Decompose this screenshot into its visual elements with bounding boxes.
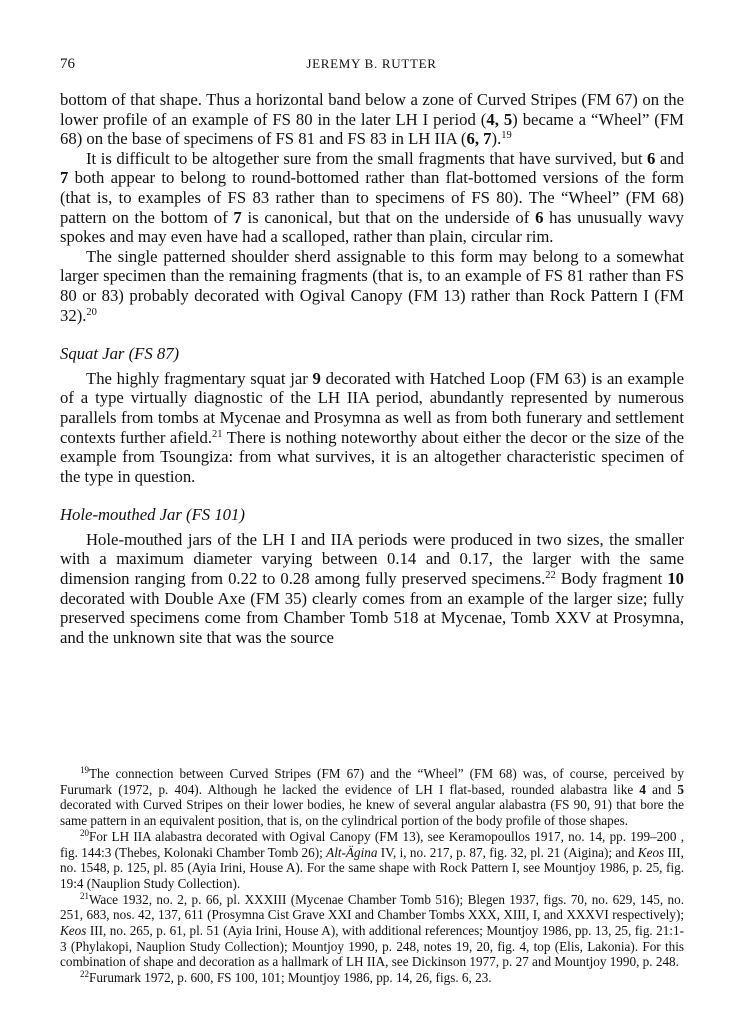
catalog-number: 10	[667, 569, 684, 589]
catalog-number: 4, 5	[486, 109, 513, 129]
text-run: decorated with Double Axe (FM 35) clearly comes from an example of the larger size; fully preserved specimens come from Chamber Tomb 518 at Mycenae, Tomb XXV at Prosymna, and the unknown site that was the source	[60, 588, 684, 647]
text-run: Furumark 1972, p. 600, FS 100, 101; Mountjoy 1986, pp. 14, 26, figs. 6, 23.	[89, 970, 492, 986]
italic-title: Keos	[637, 844, 665, 860]
catalog-number: 4	[639, 781, 646, 797]
running-head: JEREMY B. RUTTER	[306, 56, 437, 71]
text-run: and	[655, 148, 684, 168]
page-header	[60, 56, 683, 76]
text-run: III, no. 1548, p. 125, pl. 85 (Ayia Irini, House A). For the same shape with Rock Pattern I, see Mountjoy 1986, p. 25, fig. 19:4 (Nauplion Study Collection).	[60, 844, 684, 891]
catalog-number: 9	[312, 368, 321, 388]
footnotes	[60, 766, 684, 986]
footnote-number: 22	[80, 969, 89, 980]
italic-title: Alt-Ägina	[326, 844, 378, 860]
footnote-ref: 20	[86, 306, 97, 318]
text-run: Body fragment	[555, 569, 668, 589]
catalog-number: 6, 7	[466, 129, 492, 149]
paragraph	[60, 149, 684, 247]
paragraph	[60, 90, 684, 149]
italic-title: Keos	[60, 923, 87, 939]
footnote-number: 19	[80, 765, 89, 775]
text-run: For LH IIA alabastra decorated with Ogival Canopy (FM 13), see Keramopoullos 1917, no. 14, pp. 199–200 , fig. 144:3 (Thebes, Kolonaki Chamber Tomb 26);	[60, 828, 684, 860]
text-run: There is nothing noteworthy about either the decor or the size of the example from Tsoungiza: from what survives, it is an altogether characteristic specimen of the type in question.	[60, 427, 684, 486]
catalog-number: 6	[535, 207, 544, 227]
catalog-number: 7	[60, 168, 69, 188]
catalog-number: 5	[677, 781, 684, 797]
text-run: III, no. 265, p. 61, pl. 51 (Ayia Irini, House A), with additional references; Mountjoy 1986, pp. 13, 25, fig. 21:1-3 (Phylakopi, Nauplion Study Collection); Mountjoy 1990, p. 248, notes 19, 20, fig. 4, top (Elis, Lakonia). For this combination of shape and decoration as a hallmark of LH IIA, see Dickinson 1977, p. 27 and Mountjoy 1990, p. 248.	[60, 923, 684, 970]
main-text	[60, 90, 684, 647]
footnote-22	[60, 970, 684, 986]
footnote-21	[60, 892, 684, 971]
footnote-number: 21	[80, 890, 89, 901]
footnote-19	[60, 766, 684, 829]
section-heading: Squat Jar (FS 87)	[60, 344, 180, 364]
text-run: decorated with Curved Stripes on their lower bodies, he knew of several angular alabastra (FS 90, 91) that bore the same pattern in an equivalent position, that is, on the cylindrical portion of the body profile of those shapes.	[60, 797, 684, 829]
page-number: 76	[60, 56, 75, 72]
text-run: and	[645, 781, 678, 797]
text-run: It is difficult to be altogether sure from the small fragments that have survived, but	[86, 148, 648, 168]
footnote-number: 20	[80, 827, 89, 838]
text-run: both appear to belong to round-bottomed rather than flat-bottomed versions of the form (that is, to examples of FS 83 rather than to specimens of FS 80). The “Wheel” (FM 68) pattern on the bottom of	[60, 168, 684, 227]
text-run: decorated with Hatched Loop (FM 63) is an example of a type virtually diagnostic of the LH IIA period, abundantly represented by numerous parallels from tombs at Mycenae and Prosymna as well as from both funerary and settlement contexts further afield.	[60, 368, 684, 447]
catalog-number: 6	[647, 148, 656, 168]
text-run: IV, i, no. 217, p. 87, fig. 32, pl. 21 (Aigina); and	[377, 844, 638, 860]
text-run: The highly fragmentary squat jar	[86, 368, 313, 388]
paragraph	[60, 247, 684, 325]
text-run: bottom of that shape. Thus a horizontal band below a zone of Curved Stripes (FM 67) on the lower profile of an example of FS 80 in the later LH I period (	[60, 90, 684, 129]
paragraph	[60, 530, 684, 648]
footnote-ref: 19	[501, 130, 512, 142]
footnote-ref: 21	[212, 428, 223, 440]
text-run: has unusually wavy spokes and may even have had a scalloped, rather than plain, circular rim.	[60, 207, 684, 247]
text-run: The connection between Curved Stripes (FM 67) and the “Wheel” (FM 68) was, of course, perceived by Furumark (1972, p. 404). Although he lacked the evidence of LH I flat-based, rounded alabastra like	[60, 766, 684, 797]
text-run: The single patterned shoulder sherd assignable to this form may belong to a somewhat larger specimen than the remaining fragments (that is, to an example of FS 81 rather than FS 80 or 83) probably decorated with Ogival Canopy (FM 13) rather than Rock Pattern I (FM 32).	[60, 246, 684, 325]
text-run: ) became a “Wheel” (FM 68) on the base of specimens of FS 81 and FS 83 in LH IIA (	[60, 109, 684, 149]
text-run: ).	[491, 129, 502, 149]
footnote-ref: 22	[545, 570, 556, 582]
text-run: is canonical, but that on the underside of	[241, 207, 536, 227]
text-run: Wace 1932, no. 2, p. 66, pl. XXXIII (Mycenae Chamber Tomb 516); Blegen 1937, figs. 70, no. 629, 145, no. 251, 683, nos. 42, 137, 611 (Prosymna Cist Grave XXI and Chamber Tombs XXX, XIII, I, and XXXVI respectively);	[60, 891, 684, 923]
text-run: Hole-mouthed jars of the LH I and IIA periods were produced in two sizes, the smaller with a maximum diameter varying between 0.14 and 0.17, the larger with the same dimension ranging from 0.22 to 0.28 among fully preserved specimens.	[60, 529, 684, 589]
paragraph	[60, 369, 684, 487]
catalog-number: 7	[233, 207, 242, 227]
footnote-20	[60, 829, 684, 892]
section-heading: Hole-mouthed Jar (FS 101)	[60, 505, 245, 525]
